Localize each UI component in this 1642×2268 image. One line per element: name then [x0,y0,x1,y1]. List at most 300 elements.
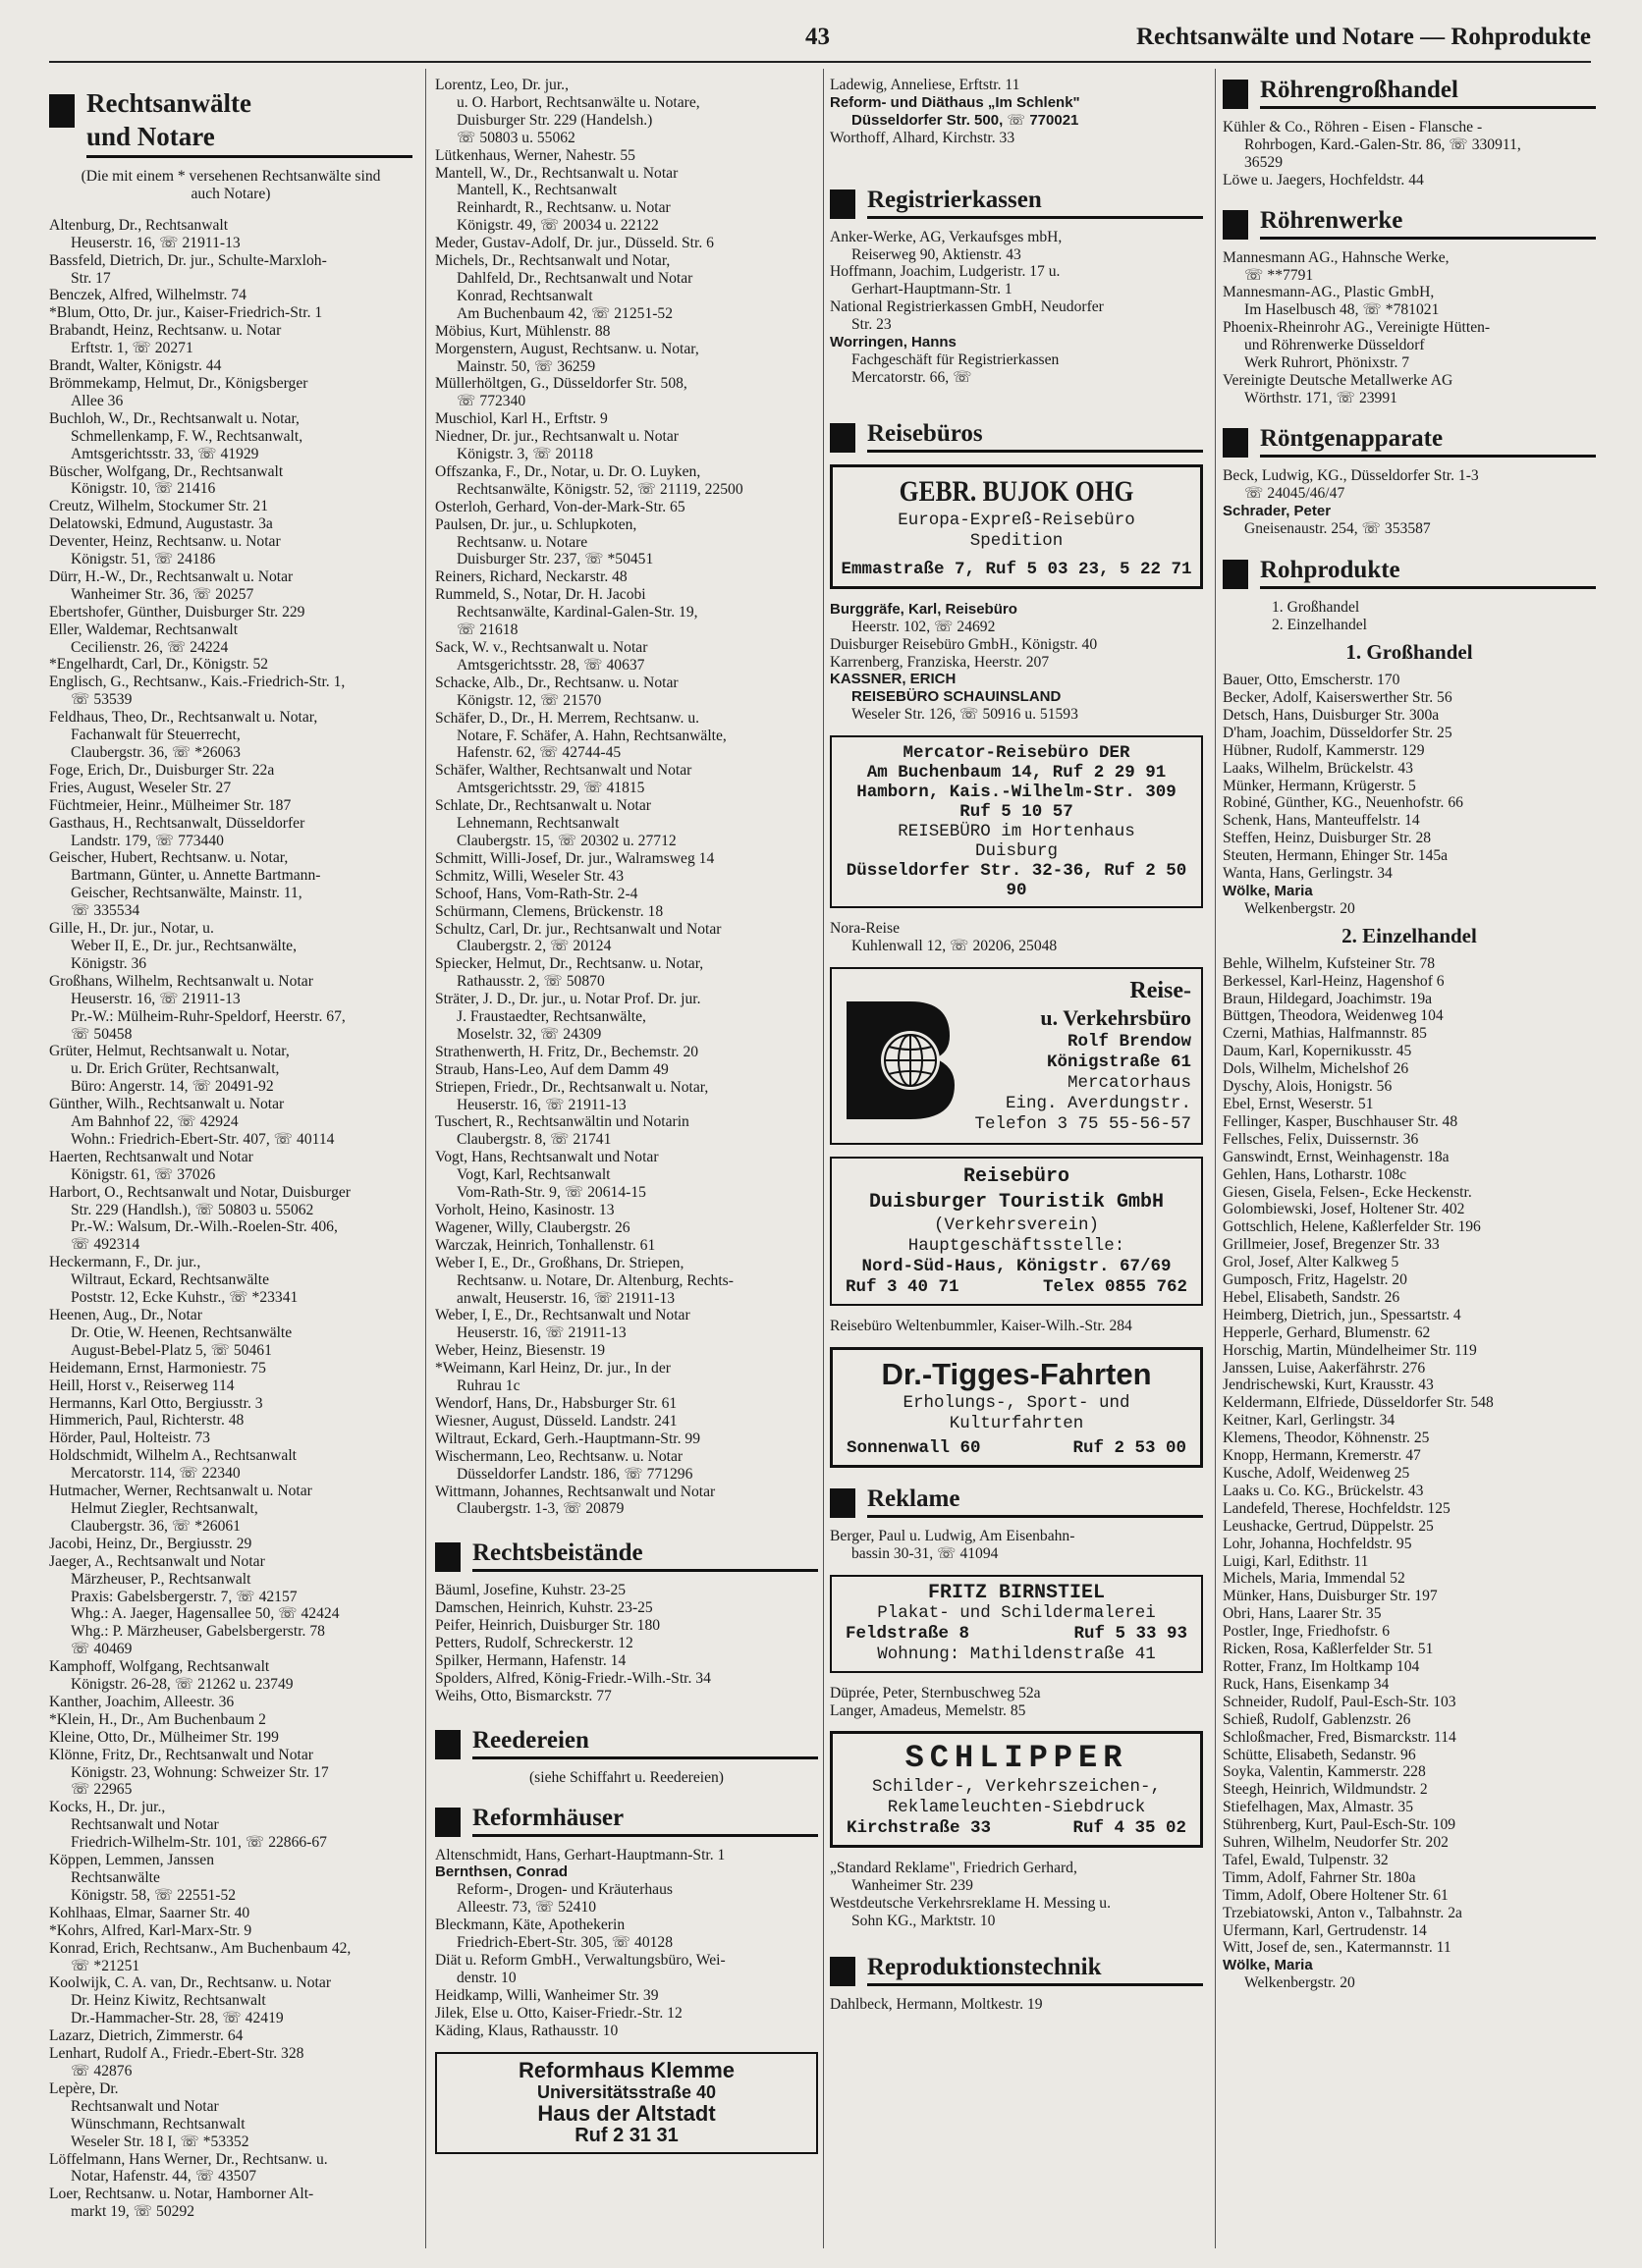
entry-line: Königstr. 10, ☏ 21416 [71,480,216,498]
entry-line: Gasthaus, H., Rechtsanwalt, Düsseldorfer [49,814,305,832]
entry-line: Wanheimer Str. 239 [851,1877,973,1895]
entry-line: Möbius, Kurt, Mühlenstr. 88 [435,322,611,340]
entry-line: ☏ **7791 [1244,266,1314,284]
entry-line: Benczek, Alfred, Wilhelmstr. 74 [49,287,246,304]
entry-line: ☏ 40469 [71,1641,133,1658]
entry-line: Im Haselbusch 48, ☏ *781021 [1244,301,1440,319]
column-4 [1223,77,1596,1992]
entry-line: Muschiol, Karl H., Erftstr. 9 [435,410,608,428]
entry-line: Lorentz, Leo, Dr. jur., [435,77,569,93]
entry-line: ☏ *21251 [71,1957,140,1974]
entry-line: Englisch, G., Rechtsanw., Kais.-Friedrich-Str. 1, [49,674,346,691]
entry-line: Gehlen, Hans, Lotharstr. 108c [1223,1165,1407,1183]
entry-line: Dyschy, Alois, Honigstr. 56 [1223,1078,1393,1096]
ad-dr-tigges-fahrten: Dr.-Tigges-Fahrten Erholungs-, Sport- und Kulturfahrten Sonnenwall 60 Ruf 2 53 00 [830,1347,1203,1468]
entry-line: Grol, Josef, Alter Kalkweg 5 [1223,1254,1399,1271]
entry-line: Büro: Angerstr. 14, ☏ 20491-92 [71,1078,274,1096]
entry-line: Wiltraut, Eckard, Gerh.-Hauptmann-Str. 99 [435,1430,701,1447]
section-marker-icon [830,1957,855,1986]
entry-line: anwalt, Heuserstr. 16, ☏ 21911-13 [457,1289,676,1307]
entry-line: Weber, Heinz, Biesenstr. 19 [435,1342,606,1360]
entry-line: Fellsches, Felix, Duissernstr. 36 [1223,1130,1419,1148]
entry-list [1223,900,1596,918]
entry-line: Welkenbergstr. 20 [1244,1974,1355,1992]
column-rule [1215,69,1216,2248]
entry-line: Königstr. 36 [71,954,147,972]
entry-list [1223,1974,1596,1992]
entry-line: Münker, Hermann, Krügerstr. 5 [1223,777,1416,794]
entry-line: Rohrbogen, Kard.-Galen-Str. 86, ☏ 330911, [1244,135,1521,153]
entry-line: ☏ 50458 [71,1025,133,1043]
entry-line: Altenschmidt, Hans, Gerhart-Hauptmann-Str. 1 [435,1846,726,1863]
running-title: Rechtsanwälte und Notare — Rohprodukte [1135,24,1591,50]
entry-line: Peifer, Heinrich, Duisburger Str. 180 [435,1617,661,1635]
entry-line: Str. 17 [71,269,111,287]
entry-line: Rechtsanwälte, Königstr. 52, ☏ 21119, 22500 [457,480,743,498]
entry-line: Lütkenhaus, Werner, Nahestr. 55 [435,146,635,164]
entry-line: *Blum, Otto, Dr. jur., Kaiser-Friedrich-Str. 1 [49,304,323,322]
entry-line: Jacobi, Heinz, Dr., Bergiusstr. 29 [49,1535,252,1552]
entry-line: Löffelmann, Hans Werner, Dr., Rechtsanw. u. [49,2150,328,2168]
section-marker-icon [1223,560,1248,589]
entry-line: Jilek, Else u. Otto, Kaiser-Friedr.-Str. 12 [435,2004,683,2022]
entry-line: Käding, Klaus, Rathausstr. 10 [435,2022,619,2039]
entry-line: Amtsgerichtsstr. 33, ☏ 41929 [71,445,259,462]
entry-line: Düsseldorfer Str. 500, ☏ 770021 [851,111,1079,129]
entry-line: Schäfer, D., Dr., H. Merrem, Rechtsanw. u. [435,709,700,727]
entry-line: Keldermann, Elfriede, Düsseldorfer Str. 548 [1223,1394,1494,1412]
entry-line: Steegh, Heinrich, Wildmundstr. 2 [1223,1781,1428,1799]
entry-line: Phoenix-Rheinrohr AG., Vereinigte Hütten- [1223,319,1491,337]
entry-line: Büttgen, Theodora, Weidenweg 104 [1223,1007,1444,1025]
entry-line: Laaks, Wilhelm, Brückelstr. 43 [1223,759,1413,777]
entry-line: Niedner, Dr. jur., Rechtsanwalt u. Notar [435,428,679,446]
entry-line: Osterloh, Gerhard, Von-der-Mark-Str. 65 [435,498,685,515]
entry-line: Königstr. 23, Wohnung: Schweizer Str. 17 [71,1763,329,1781]
entry-list [1223,672,1596,883]
entry-line: Wiltraut, Eckard, Rechtsanwälte [71,1271,270,1289]
entry-line: Detsch, Hans, Duisburger Str. 300a [1223,706,1440,724]
entry-list-bold [830,671,1203,706]
entry-line: Büscher, Wolfgang, Dr., Rechtsanwalt [49,462,284,480]
entry-line: Loer, Rechtsanw. u. Notar, Hamborner Alt- [49,2186,314,2203]
entry-line: Striepen, Friedr., Dr., Rechtsanwalt u. Notar, [435,1078,709,1096]
entry-line: Lohr, Johanna, Hochfeldstr. 95 [1223,1535,1412,1552]
entry-line: Schütte, Elisabeth, Sedanstr. 96 [1223,1746,1416,1763]
entry-line: Werk Ruhrort, Phönixstr. 7 [1244,354,1410,372]
entry-line: Pr.-W.: Walsum, Dr.-Wilh.-Roelen-Str. 406, [71,1218,338,1236]
entry-line: Burggräfe, Karl, Reisebüro [830,600,1017,618]
entry-line: Heimberg, Dietrich, jun., Spessartstr. 4 [1223,1306,1461,1323]
entry-line: Soyka, Valentin, Kammerstr. 228 [1223,1763,1426,1781]
entry-line: Rechtsanwalt und Notar [71,2097,219,2115]
entry-line: Wanheimer Str. 36, ☏ 20257 [71,585,254,603]
entry-line: Schmitt, Willi-Josef, Dr. jur., Walramsweg 14 [435,849,715,867]
ad-reformhaus-klemme: Reformhaus Klemme Universitätsstraße 40 Haus der Altstadt Ruf 2 31 31 [435,2052,818,2154]
section-marker-icon [435,1730,461,1759]
entry-line: Vogt, Karl, Rechtsanwalt [457,1166,611,1184]
entry-line: Dahlbeck, Hermann, Moltkestr. 19 [830,1996,1043,2014]
section-header-roehrengrosshandel: Röhrengroßhandel [1223,77,1596,109]
entry-line: Dürr, H.-W., Dr., Rechtsanwalt u. Notar [49,567,294,585]
section-header-reproduktionstechnik: Reproduktionstechnik [830,1954,1203,1986]
entry-line: Heuserstr. 16, ☏ 21911-13 [457,1324,627,1342]
entry-list [830,351,1203,387]
entry-line: REISEBÜRO SCHAUINSLAND [851,688,1062,706]
entry-line: Lehnemann, Rechtsanwalt [457,815,620,833]
entry-line: Str. 23 [851,316,892,334]
entry-line: Schürmann, Clemens, Brückenstr. 18 [435,902,664,920]
entry-line: Fachanwalt für Steuerrecht, [71,727,241,744]
entry-line: Großhans, Wilhelm, Rechtsanwalt u. Notar [49,972,313,990]
entry-line: Claubergstr. 1-3, ☏ 20879 [457,1500,625,1518]
entry-line: Am Bahnhof 22, ☏ 42924 [71,1113,239,1131]
section-note: (siehe Schiffahrt u. Reedereien) [528,1768,724,1786]
entry-line: Warczak, Heinrich, Tonhallenstr. 61 [435,1236,656,1254]
entry-bold: Schrader, Peter [1223,502,1332,519]
section-marker-icon [435,1542,461,1572]
entry-line: Brabandt, Heinz, Rechtsanw. u. Notar [49,322,282,340]
entry-line: Hübner, Rudolf, Kammerstr. 129 [1223,741,1425,759]
entry-line: Kocks, H., Dr. jur., [49,1799,166,1816]
entry-line: *Engelhardt, Carl, Dr., Königstr. 52 [49,656,269,674]
entry-line: Berger, Paul u. Ludwig, Am Eisenbahn- [830,1527,1075,1544]
entry-line: Hermanns, Karl Otto, Bergiusstr. 3 [49,1394,263,1412]
entry-line: Löwe u. Jaegers, Hochfeldstr. 44 [1223,171,1424,189]
entry-line: Kühler & Co., Röhren - Eisen - Flansche - [1223,119,1483,135]
entry-line: Königstr. 26-28, ☏ 21262 u. 23749 [71,1676,294,1694]
entry-line: Ladewig, Anneliese, Erftstr. 11 [830,77,1020,93]
entry-list [830,920,1203,955]
entry-line: ☏ 42876 [71,2062,133,2079]
section-header-rechtsanwaelte [49,86,412,158]
entry-list [435,1847,818,1864]
entry-line: 1. Großhandel [1272,599,1360,617]
entry-line: Vorholt, Heino, Kasinostr. 13 [435,1202,615,1218]
section-marker-icon [435,1808,461,1837]
section-marker-icon [830,189,855,219]
entry-line: Ricken, Rosa, Kaßlerfelder Str. 51 [1223,1641,1434,1658]
entry-line: Dr.-Hammacher-Str. 28, ☏ 42419 [71,2010,284,2027]
entry-line: Schacke, Alb., Dr., Rechtsanw. u. Notar [435,674,679,691]
column-3 [830,77,1203,2014]
entry-line: Mantell, K., Rechtsanwalt [457,182,618,199]
column-1 [49,77,412,2221]
entry-list [1223,467,1596,503]
entry-line: Notar, Hafenstr. 44, ☏ 43507 [71,2168,257,2186]
entry-line: Strathenwerth, H. Fritz, Dr., Bechemstr. 20 [435,1043,699,1060]
entry-line: Luigi, Karl, Edithstr. 11 [1223,1552,1369,1570]
entry-line: Robiné, Günther, KG., Neuenhofstr. 66 [1223,794,1463,812]
entry-list [1223,119,1596,189]
section-header-reklame: Reklame [830,1485,1203,1518]
entry-line: Claubergstr. 36, ☏ *26061 [71,1517,241,1535]
entry-line: Fries, August, Weseler Str. 27 [49,779,232,796]
entry-line: Weber, I, E., Dr., Rechtsanwalt und Notar [435,1307,690,1324]
entry-list [1223,249,1596,407]
entry-line: Notare, F. Schäfer, A. Hahn, Rechtsanwälte, [457,727,727,744]
entry-line: Fachgeschäft für Registrierkassen [851,351,1060,368]
entry-line: Duisburger Str. 237, ☏ *50451 [457,551,654,568]
entry-line: Bäuml, Josefine, Kuhstr. 23-25 [435,1582,627,1599]
entry-line: Dr. Heinz Kiwitz, Rechtsanwalt [71,1992,266,2010]
section-marker-icon [1223,210,1248,240]
section-marker-icon [49,94,75,128]
entry-line: markt 19, ☏ 50292 [71,2203,195,2221]
entry-line: Sack, W. v., Rechtsanwalt u. Notar [435,639,648,656]
entry-line: Ebertshofer, Günther, Duisburger Str. 229 [49,603,305,621]
entry-bold: Worringen, Hanns [830,334,957,351]
entry-line: Weihs, Otto, Bismarckstr. 77 [435,1687,612,1704]
entry-line: Königstr. 12, ☏ 21570 [457,691,602,709]
entry-line: Weseler Str. 126, ☏ 50916 u. 51593 [851,706,1078,724]
entry-list [435,1881,818,2039]
entry-line: Czerni, Mathias, Halfmannstr. 85 [1223,1025,1427,1043]
entry-line: Michels, Maria, Immendal 52 [1223,1570,1405,1588]
entry-line: Rechtsanwälte, Kardinal-Galen-Str. 19, [457,604,698,621]
entry-line: Kanther, Joachim, Alleestr. 36 [49,1693,235,1710]
entry-line: Hoffmann, Joachim, Ludgeristr. 17 u. [830,263,1061,281]
entry-line: Whg.: A. Jaeger, Hagensallee 50, ☏ 42424 [71,1605,340,1623]
brendow-logo-icon [842,982,959,1129]
entry-line: Cecilienstr. 26, ☏ 24224 [71,638,229,656]
entry-line: Rotter, Franz, Im Holtkamp 104 [1223,1657,1420,1675]
entry-line: Weber I, E., Dr., Großhans, Dr. Striepen, [435,1254,684,1271]
entry-line: Duisburger Str. 229 (Handelsh.) [457,111,653,129]
entry-line: Märzheuser, P., Rechtsanwalt [71,1570,251,1588]
entry-list [830,130,1203,147]
entry-line: Giesen, Gisela, Felsen-, Ecke Heckenstr. [1223,1183,1472,1201]
entry-line: Wittmann, Johannes, Rechtsanwalt und Notar [435,1483,716,1500]
entry-list [1223,520,1596,538]
entry-line: Harbort, O., Rechtsanwalt und Notar, Duisburger [49,1183,351,1201]
entry-line: Creutz, Wilhelm, Stockumer Str. 21 [49,498,269,515]
entry-line: Delatowski, Edmund, Augustastr. 3a [49,515,273,533]
entry-line: Deventer, Heinz, Rechtsanw. u. Notar [49,533,281,551]
entry-line: Bauer, Otto, Emscherstr. 170 [1223,672,1400,689]
entry-line: Rathausstr. 2, ☏ 50870 [457,973,605,991]
ad-mercator-reisebuero: Mercator-Reisebüro DER Am Buchenbaum 14, Ruf 2 29 91 Hamborn, Kais.-Wilhelm-Str. 309 Ruf 5 10 57 REISEBÜRO im Hortenhaus Duisburg Düsseldorfer Str. 32-36, Ruf 2 50 90 [830,735,1203,908]
entry-list [830,77,1203,94]
entry-line: Reform- und Diäthaus „Im Schlenk" [830,93,1080,111]
entry-line: Mercatorstr. 114, ☏ 22340 [71,1465,241,1483]
entry-line: Hebel, Elisabeth, Sandstr. 26 [1223,1288,1400,1306]
page-header [49,18,1591,63]
entry-line: Wünschmann, Rechtsanwalt [71,2115,246,2133]
section-header-reisebueros: Reisebüros [830,420,1203,453]
entry-line: Heuserstr. 16, ☏ 21911-13 [457,1096,627,1113]
entry-line: Kamphoff, Wolfgang, Rechtsanwalt [49,1658,270,1676]
entry-line: Königstr. 58, ☏ 22551-52 [71,1886,237,1904]
entry-line: Fellinger, Kasper, Buschhauser Str. 48 [1223,1112,1458,1130]
entry-line: Geischer, Hubert, Rechtsanw. u. Notar, [49,849,289,867]
entry-line: Karrenberg, Franziska, Heerstr. 207 [830,653,1050,671]
entry-line: Vogt, Hans, Rechtsanwalt und Notar [435,1149,659,1166]
entry-line: Timm, Adolf, Fahrner Str. 180a [1223,1868,1416,1886]
entry-line: Weseler Str. 18 I, ☏ *53352 [71,2133,249,2150]
entry-line: Kleine, Otto, Dr., Mülheimer Str. 199 [49,1728,279,1746]
entry-line: „Standard Reklame", Friedrich Gerhard, [830,1860,1077,1877]
entry-line: Becker, Adolf, Kaiserswerther Str. 56 [1223,689,1452,707]
entry-line: Holdschmidt, Wilhelm A., Rechtsanwalt [49,1447,298,1465]
entry-line: Gottschlich, Helene, Kaßlerfelder Str. 196 [1223,1218,1481,1236]
entry-line: Gerhart-Hauptmann-Str. 1 [851,281,1013,298]
entry-line: Heckermann, F., Dr. jur., [49,1254,201,1271]
entry-line: Westdeutsche Verkehrsreklame H. Messing u. [830,1895,1112,1913]
entry-line: ☏ 492314 [71,1236,140,1254]
entry-line: Dahlfeld, Dr., Rechtsanwalt und Notar [457,269,693,287]
entry-line: ☏ 772340 [457,393,526,410]
section-header-reformhaeuser: Reformhäuser [435,1805,818,1837]
entry-line: Alleestr. 73, ☏ 52410 [457,1899,597,1917]
entry-line: Steffen, Heinz, Duisburger Str. 28 [1223,830,1432,847]
entry-line: Hörder, Paul, Holteistr. 73 [49,1430,210,1447]
entry-line: Schmitz, Willi, Weseler Str. 43 [435,867,625,885]
entry-line: Mainstr. 50, ☏ 36259 [457,357,596,375]
entry-line: und Röhrenwerke Düsseldorf [1244,337,1425,354]
entry-line: Helmut Ziegler, Rechtsanwalt, [71,1499,258,1517]
section-title: Rechtsanwälte und Notare [86,86,412,158]
entry-line: Kuhlenwall 12, ☏ 20206, 25048 [851,938,1058,955]
entry-line: Bassfeld, Dietrich, Dr. jur., Schulte-Marxloh- [49,251,327,269]
entry-line: Schmellenkamp, F. W., Rechtsanwalt, [71,427,303,445]
entry-line: Str. 229 (Handlsh.), ☏ 50803 u. 55062 [71,1201,314,1218]
entry-line: ☏ 335534 [71,902,140,920]
entry-line: Stührenberg, Kurt, Paul-Esch-Str. 109 [1223,1816,1456,1834]
entry-line: Reiserweg 90, Aktienstr. 43 [851,245,1021,263]
entry-line: Düprée, Peter, Sternbuschweg 52a [830,1684,1041,1701]
entry-line: Heenen, Aug., Dr., Notar [49,1307,202,1323]
entry-line: Poststr. 12, Ecke Kuhstr., ☏ *23341 [71,1289,299,1307]
entry-line: Heill, Horst v., Reiserweg 114 [49,1377,235,1394]
entry-line: Koolwijk, C. A. van, Dr., Rechtsanw. u. Notar [49,1974,332,1992]
entry-line: Allee 36 [71,392,124,409]
entry-line: Lenhart, Rudolf A., Friedr.-Ebert-Str. 328 [49,2045,304,2063]
entry-line: Schieß, Rudolf, Gablenzstr. 26 [1223,1710,1411,1728]
entry-list [830,1996,1203,2014]
entry-line: Praxis: Gabelsbergerstr. 7, ☏ 42157 [71,1588,298,1605]
entry-line: Rechtsanw. u. Notare, Dr. Altenburg, Rechts- [457,1271,734,1289]
entry-line: Mannesmann-AG., Plastic GmbH, [1223,284,1435,301]
entry-line: Amtsgerichtsstr. 28, ☏ 40637 [457,656,645,674]
entry-line: Brömmekamp, Helmut, Dr., Königsberger [49,374,308,392]
entry-line: Königstr. 61, ☏ 37026 [71,1165,216,1183]
entry-line: Damschen, Heinrich, Kuhstr. 23-25 [435,1599,653,1617]
entry-line: Hepperle, Gerhard, Blumenstr. 62 [1223,1323,1431,1341]
ad-rolf-brendow: Reise- u. Verkehrsbüro Rolf Brendow Königstraße 61 Mercatorhaus Eing. Averdungstr. Telefon 3 75 55-56-57 [830,967,1203,1145]
entry-line: Hafenstr. 62, ☏ 42744-45 [457,744,622,762]
entry-line: Königstr. 49, ☏ 20034 u. 22122 [457,217,659,235]
entry-line: Timm, Adolf, Obere Holtener Str. 61 [1223,1886,1449,1904]
entry-line: Schloßmacher, Fred, Bismarckstr. 114 [1223,1728,1456,1746]
entry-line: Straub, Hans-Leo, Auf dem Damm 49 [435,1060,669,1078]
entry-bold: Bernthsen, Conrad [435,1863,569,1881]
entry-line: Gumposch, Fritz, Hagelstr. 20 [1223,1271,1407,1289]
entry-line: Hutmacher, Werner, Rechtsanwalt u. Notar [49,1483,312,1500]
entry-line: Haerten, Rechtsanwalt und Notar [49,1148,253,1165]
entry-line: Schneider, Rudolf, Paul-Esch-Str. 103 [1223,1693,1456,1710]
subsection-title: 1. Großhandel [1345,640,1473,665]
entry-line: Duisburger Reisebüro GmbH., Königstr. 40 [830,635,1098,653]
subsection-title: 2. Einzelhandel [1341,923,1477,947]
entry-line: Meder, Gustav-Adolf, Dr. jur., Düsseld. Str. 6 [435,235,714,252]
entry-line: Müllerhöltgen, G., Düsseldorfer Str. 508, [435,375,687,393]
entry-line: Konrad, Erich, Rechtsanw., Am Buchenbaum 42, [49,1939,352,1957]
entry-line: bassin 30-31, ☏ 41094 [851,1544,999,1562]
entry-line: Rechtsanw. u. Notare [457,533,588,551]
entry-line: Steuten, Hermann, Ehinger Str. 145a [1223,847,1449,865]
entry-line: Keitner, Karl, Gerlingstr. 34 [1223,1412,1396,1430]
entry-line: Rechtsanwalt und Notar [71,1816,219,1834]
entry-line: Sohn KG., Marktstr. 10 [851,1913,996,1930]
entry-line: Kusche, Adolf, Weidenweg 25 [1223,1465,1410,1482]
entry-line: Himmerich, Paul, Richterstr. 48 [49,1412,245,1430]
entry-line: 36529 [1244,153,1283,171]
entry-line: Bartmann, Günter, u. Annette Bartmann- [71,867,321,885]
section-marker-icon [830,423,855,453]
entry-line: Münker, Hans, Duisburger Str. 197 [1223,1588,1438,1605]
entry-line: Obri, Hans, Laarer Str. 35 [1223,1605,1382,1623]
entry-line: KASSNER, ERICH [830,671,957,688]
entry-line: Mercatorstr. 66, ☏ [851,368,972,386]
entry-line: Sträter, J. D., Dr. jur., u. Notar Prof. Dr. jur. [435,991,701,1008]
entry-list [830,229,1203,334]
entry-line: Königstr. 51, ☏ 24186 [71,551,216,568]
entry-line: Ebel, Ernst, Weserstr. 51 [1223,1095,1374,1112]
entry-line: Ruck, Hans, Eisenkamp 34 [1223,1675,1390,1693]
entry-line: Heuserstr. 16, ☏ 21911-13 [71,990,241,1007]
entry-line: Vom-Rath-Str. 9, ☏ 20614-15 [457,1184,646,1202]
entry-line: Füchtmeier, Heinr., Mülheimer Str. 187 [49,796,292,814]
entry-line: Wanta, Hans, Gerlingstr. 34 [1223,865,1393,883]
entry-line: Heidkamp, Willi, Wanheimer Str. 39 [435,1986,659,2004]
entry-line: u. O. Harbort, Rechtsanwälte u. Notare, [457,93,700,111]
page-number: 43 [805,24,830,50]
entry-line: Trzebiatowski, Anton v., Talbahnstr. 2a [1223,1904,1462,1921]
entry-line: Grüter, Helmut, Rechtsanwalt u. Notar, [49,1043,290,1060]
entry-line: *Klein, H., Dr., Am Buchenbaum 2 [49,1710,266,1728]
entry-list [830,1860,1203,1930]
entry-line: Claubergstr. 8, ☏ 21741 [457,1131,612,1149]
entry-line: Spilker, Hermann, Hafenstr. 14 [435,1651,627,1669]
entry-line: Reiners, Richard, Neckarstr. 48 [435,568,628,586]
entry-line: Spolders, Alfred, König-Friedr.-Wilh.-Str. 34 [435,1669,711,1687]
entry-list [830,1528,1203,1563]
entry-line: Ufermann, Karl, Gertrudenstr. 14 [1223,1921,1427,1939]
section-header-rohprodukte: Rohprodukte [1223,557,1596,589]
entry-list [1223,955,1596,1958]
entry-line: Heidemann, Ernst, Harmoniestr. 75 [49,1359,266,1377]
entry-line: Feldhaus, Theo, Dr., Rechtsanwalt u. Notar, [49,709,318,727]
entry-line: Friedrich-Ebert-Str. 305, ☏ 40128 [457,1934,674,1952]
entry-line: Wischermann, Leo, Rechtsanw. u. Notar [435,1447,684,1465]
column-rule [823,69,824,2248]
entry-line: Wiesner, August, Düsseld. Landstr. 241 [435,1412,678,1430]
entry-line: Anker-Werke, AG, Verkaufsges mbH, [830,228,1063,245]
entry-line: Wohn.: Friedrich-Ebert-Str. 407, ☏ 40114 [71,1130,335,1148]
entry-list [435,1582,818,1704]
entry-line: Reinhardt, R., Rechtsanw. u. Notar [457,199,671,217]
ad-schlipper: SCHLIPPER Schilder-, Verkehrszeichen-, Reklameleuchten-Siebdruck Kirchstraße 33 Ruf 4 35 02 [830,1731,1203,1848]
section-header-rechtsbeistaende: Rechtsbeistände [435,1539,818,1572]
entry-line: ☏ 21618 [457,621,519,639]
entry-list [49,217,412,2221]
entry-line: Foge, Erich, Dr., Duisburger Str. 22a [49,761,275,779]
entry-list-bold [830,94,1203,130]
entry-line: Am Buchenbaum 42, ☏ 21251-52 [457,304,674,322]
entry-line: Klemens, Theodor, Köhnenstr. 25 [1223,1430,1430,1447]
entry-line: Geischer, Rechtsanwälte, Mainstr. 11, [71,885,302,902]
